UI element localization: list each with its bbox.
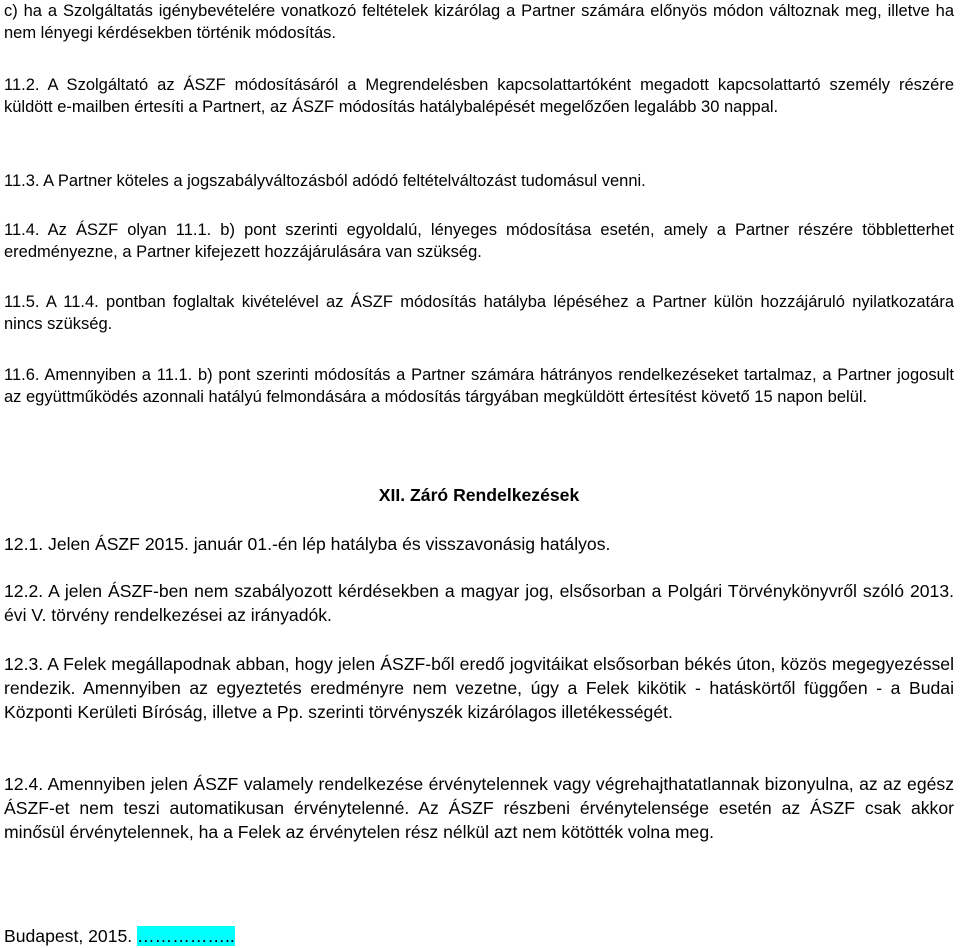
paragraph-11-5: 11.5. A 11.4. pontban foglaltak kivételével az ÁSZF módosítás hatályba lépéséhez a Partner külön hozzájáruló nyilatkozatára nincs szükség.: [4, 293, 954, 333]
section-title: XII. Záró Rendelkezések: [378, 485, 580, 505]
signature-line: [4, 924, 954, 948]
signature-date-placeholder: ……………..: [137, 926, 235, 946]
signature-place-date: Budapest, 2015.: [4, 926, 138, 946]
paragraph-11-6: 11.6. Amennyiben a 11.1. b) pont szerinti módosítás a Partner számára hátrányos rendelkezéseket tartalmaz, a Partner jogosult az együttműködés azonnali hatályú felmondására a módosítás tárgyában megküldött értesítést követő 15 napon belül.: [4, 366, 954, 406]
paragraph-12-2: 12.2. A jelen ÁSZF-ben nem szabályozott kérdésekben a magyar jog, elsősorban a Polgári Törvénykönyvről szóló 2013. évi V. törvény rendelkezései az irányadók.: [4, 581, 954, 625]
paragraph-11-2: 11.2. A Szolgáltató az ÁSZF módosításáról a Megrendelésben kapcsolattartóként megadott kapcsolattartó személy részére küldött e-mailben értesíti a Partnert, az ÁSZF módosítás hatálybalépését megelőzően legalább 30 nappal.: [4, 76, 954, 116]
paragraph-12-1: 12.1. Jelen ÁSZF 2015. január 01.-én lép hatályba és visszavonásig hatályos.: [4, 534, 611, 554]
paragraph-c: c) ha a Szolgáltatás igénybevételére vonatkozó feltételek kizárólag a Partner számára előnyös módon változnak meg, illetve ha nem lényegi kérdésekben történik módosítás.: [4, 2, 954, 42]
paragraph-11-4: 11.4. Az ÁSZF olyan 11.1. b) pont szerinti egyoldalú, lényeges módosítása esetén, amely a Partner részére többletterhet eredményezne, a Partner kifejezett hozzájárulására van szükség.: [4, 221, 954, 261]
paragraph-12-4: 12.4. Amennyiben jelen ÁSZF valamely rendelkezése érvénytelennek vagy végrehajthatatlannak bizonyulna, az az egész ÁSZF-et nem teszi automatikusan érvénytelenné. Az ÁSZF részbeni érvénytelensége esetén az ÁSZF csak akkor minősül érvénytelennek, ha a Felek az érvénytelen rész nélkül azt nem kötötték volna meg.: [4, 774, 954, 842]
paragraph-11-3: 11.3. A Partner köteles a jogszabályváltozásból adódó feltételváltozást tudomásul venni.: [4, 172, 646, 190]
paragraph-12-3: 12.3. A Felek megállapodnak abban, hogy jelen ÁSZF-ből eredő jogvitáikat elsősorban békés úton, közös megegyezéssel rendezik. Amennyiben az egyeztetés eredményre nem vezetne, úgy a Felek kikötik - hatáskörtől függően - a Budai Központi Kerületi Bíróság, illetve a Pp. szerinti törvényszék kizárólagos illetékességét.: [4, 654, 954, 722]
